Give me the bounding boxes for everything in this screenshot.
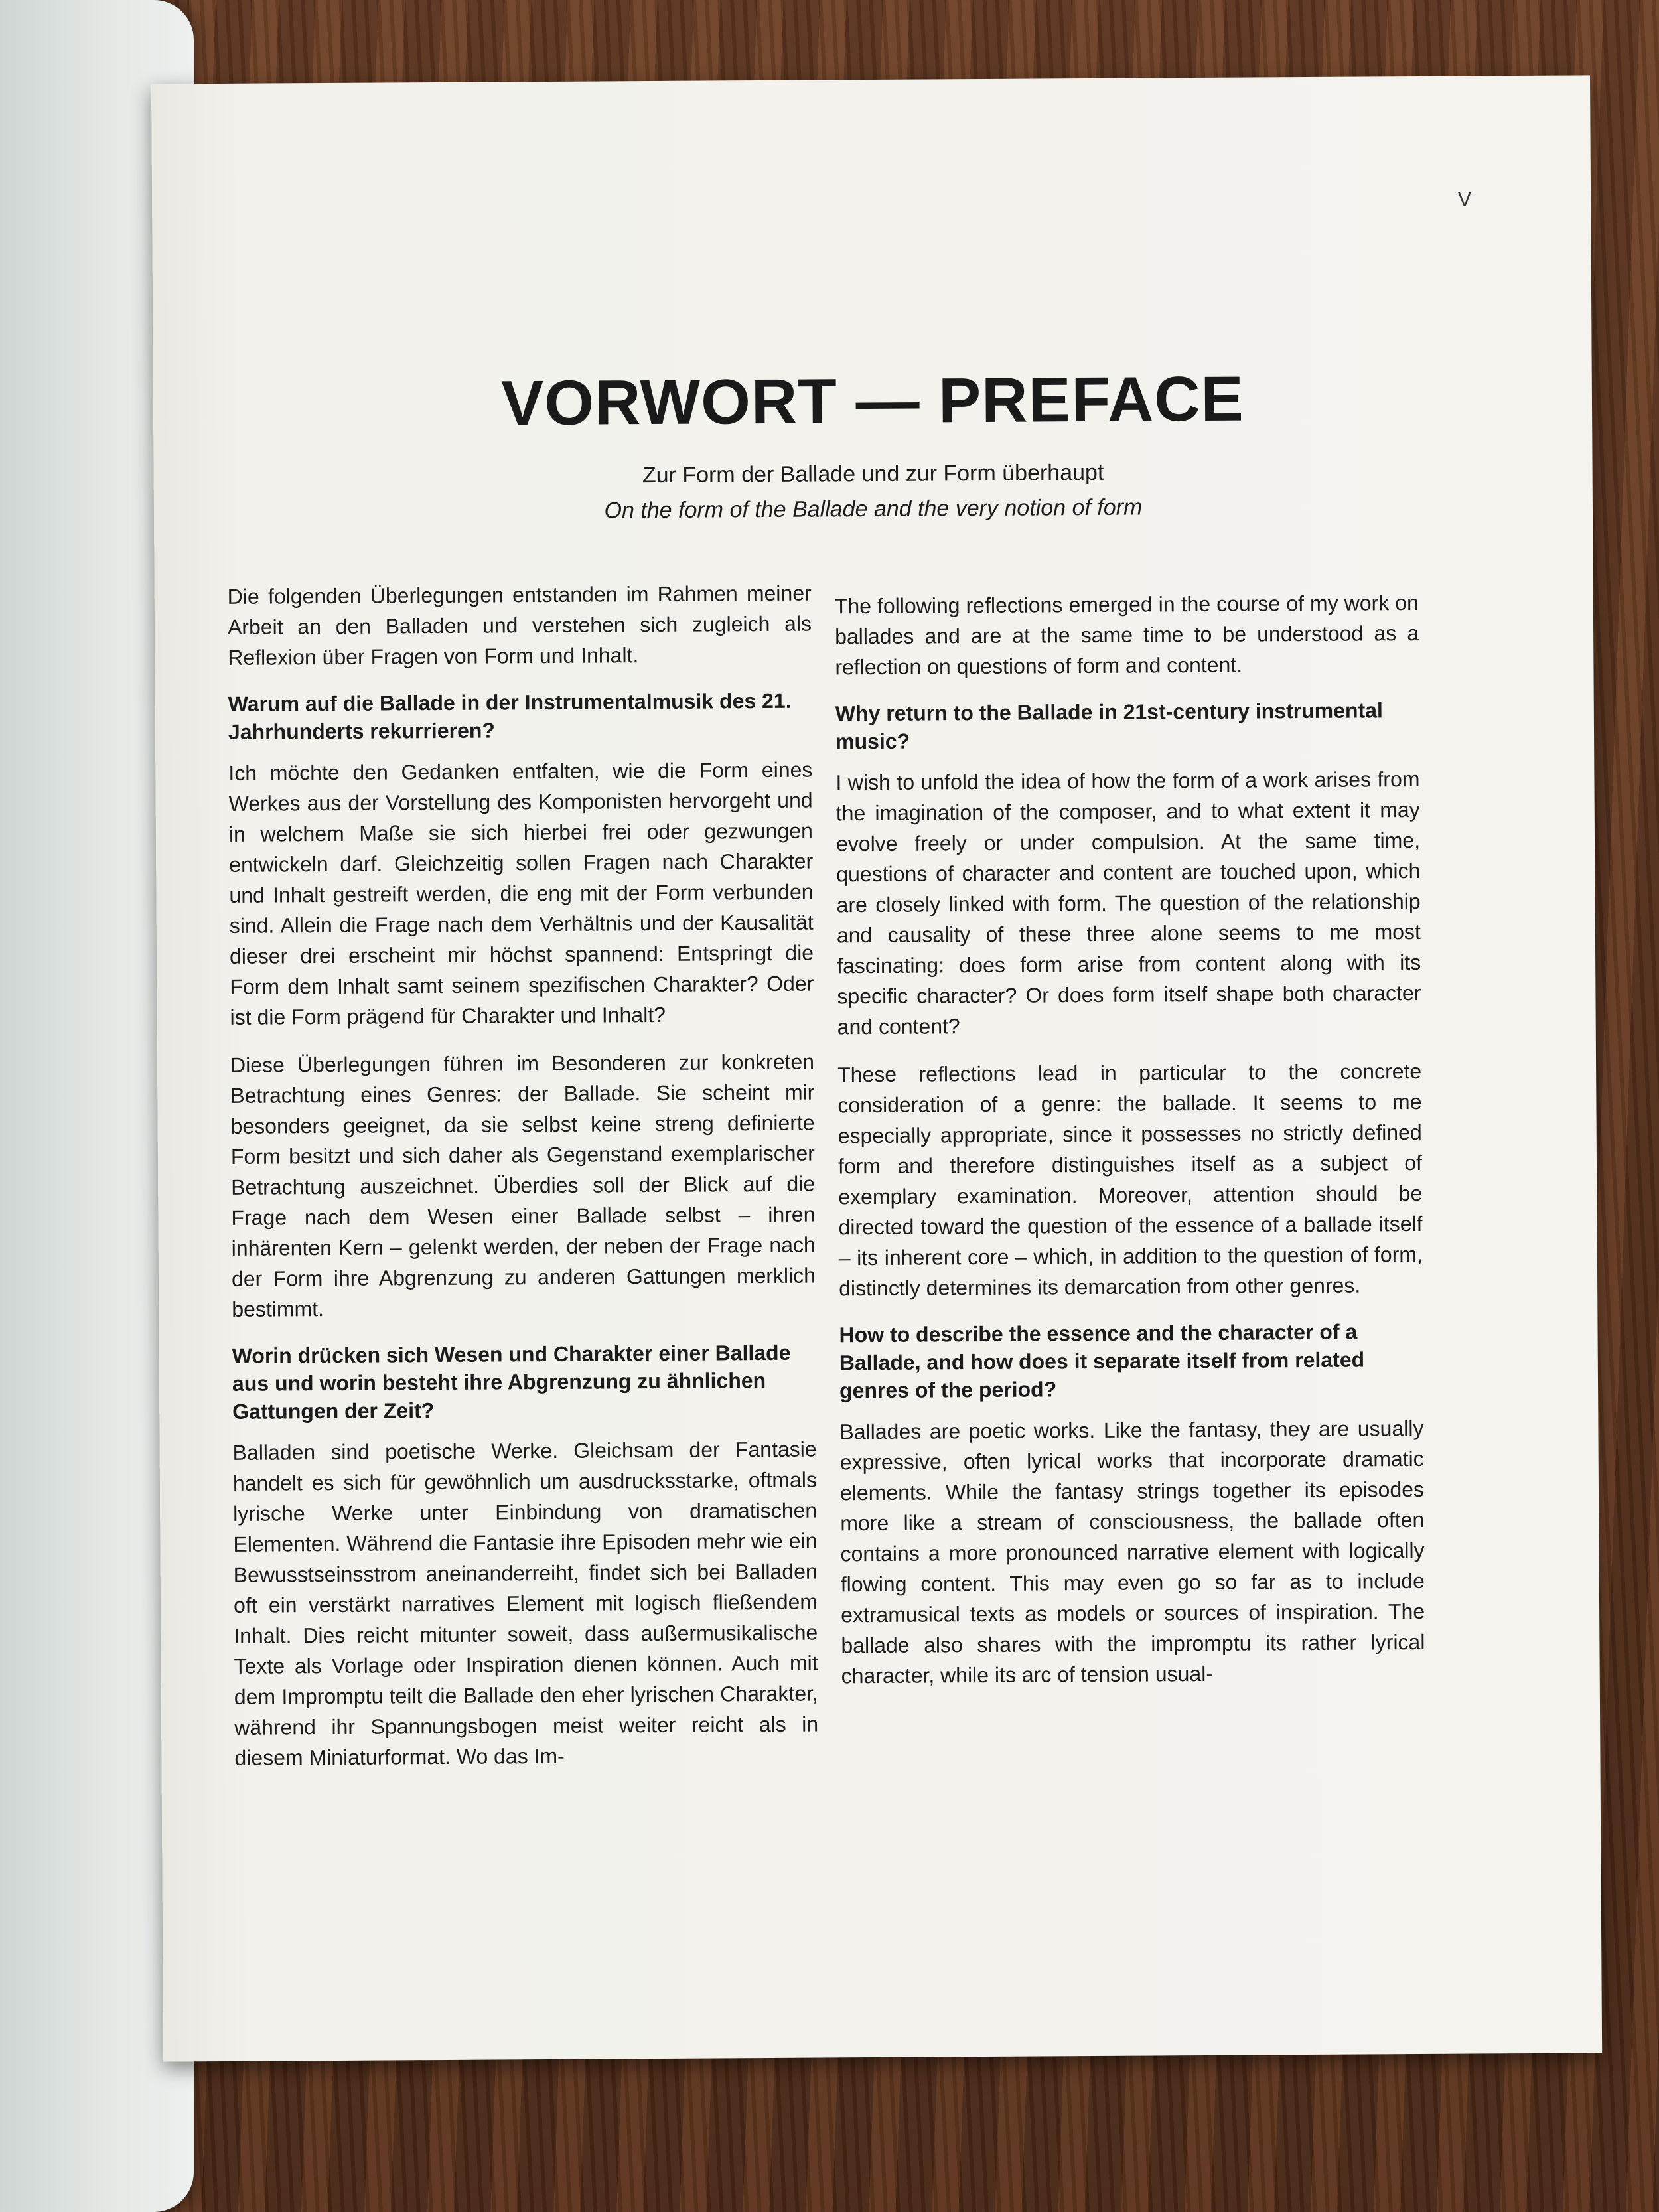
page-number: V: [1458, 188, 1472, 211]
german-heading-2: Worin drücken sich Wesen und Charakter einer Ballade aus und worin besteht ihre Abgrenzung zu ähnlichen Gattungen der Zeit?: [232, 1340, 791, 1424]
german-paragraph-1: Ich möchte den Gedanken entfalten, wie die Form eines Werkes aus der Vorstellung des Komponisten hervorgeht und in welchem Maße sie sich hierbei frei oder gezwungen entwickeln darf. Gleichzeitig sollen Fragen nach Charakter und Inhalt gestreift werden, die eng mit der Form verbunden sind. Allein die Frage nach dem Verhältnis und der Kausalität dieser drei erscheint mir höchst spannend: Entspringt die Form dem Inhalt samt seinem spezifischen Charakter? Oder ist die Form prägend für Charakter und Inhalt?: [228, 757, 814, 1029]
german-intro-paragraph: Die folgenden Überlegungen entstanden im Rahmen meiner Arbeit an den Balladen und verstehen sich zugleich als Reflexion über Fragen von Form und Inhalt.: [227, 581, 812, 670]
book-page: [151, 75, 1602, 2061]
english-heading-1: Why return to the Ballade in 21st-century instrumental music?: [835, 698, 1383, 754]
english-heading-2: How to describe the essence and the character of a Ballade, and how does it separate itself from related genres of the period?: [839, 1319, 1365, 1403]
german-paragraph-2: Diese Überlegungen führen im Besonderen zur konkreten Betrachtung eines Genres: der Ballade. Sie scheint mir besonders geeignet, da sie selbst keine streng definierte Form besitzt und sich daher als Gegenstand exemplarischer Betrachtung auszeichnet. Überdies soll der Blick auf die Frage nach dem Wesen einer Ballade selbst – ihren inhärenten Kern – gelenkt werden, der neben der Frage nach der Form ihre Abgrenzung zu anderen Gattungen merklich bestimmt.: [230, 1049, 816, 1321]
german-paragraph-3: Balladen sind poetische Werke. Gleichsam der Fantasie handelt es sich für gewöhnlich um ausdrucksstarke, oftmals lyrische Werke unter Einbindung von dramatischen Elementen. Während die Fantasie ihre Episoden mehr wie ein Bewusstseinsstrom aneinanderreiht, findet sich bei Balladen oft ein verstärkt narratives Element mit logisch fließendem Inhalt. Dies reicht mitunter soweit, dass außermusikalische Texte als Vorlage oder Inspiration dienen können. Auch mit dem Impromptu teilt die Ballade den eher lyrischen Charakter, während ihr Spannungsbogen meist weiter reicht als in diesem Miniaturformat. Wo das Im-: [232, 1437, 819, 1770]
english-paragraph-3: Ballades are poetic works. Like the fantasy, they are usually expressive, often lyrical works that incorporate dramatic elements. While the fantasy strings together its episodes more like a stream of consciousness, the ballade often contains a more pronounced narrative element with logically flowing content. This may even go so far as to include extramusical texts as models or sources of inspiration. The ballade also shares with the impromptu its rather lyrical character, while its arc of tension usual-: [839, 1416, 1425, 1688]
english-paragraph-1: I wish to unfold the idea of how the form of a work arises from the imagination of the composer, and to what extent it may evolve freely or under compulsion. At the same time, questions of character and content are touched upon, which are closely linked with form. The question of the relationship and causality of these three alone seems to me most fascinating: does form arise from content along with its specific character? Or does form itself shape both character and content?: [835, 767, 1421, 1039]
german-column: [228, 578, 819, 1791]
english-column: [835, 587, 1425, 1708]
subtitle-english: On the form of the Ballade and the very notion of form: [604, 494, 1143, 524]
german-heading-1: Warum auf die Ballade in der Instrumentalmusik des 21. Jahrhunderts rekurrieren?: [228, 688, 792, 744]
english-intro-paragraph: The following reflections emerged in the course of my work on ballades and are at the same time to be understood as a reflection on questions of form and content.: [834, 590, 1419, 680]
english-paragraph-2: These reflections lead in particular to the concrete consideration of a genre: the ballade. It seems to me especially appropriate, since it possesses no strictly defined form and therefore distinguishes itself as a subject of exemplary examination. Moreover, attention should be directed toward the question of the essence of a ballade itself – its inherent core – which, in addition to the question of form, distinctly determines its demarcation from other genres.: [837, 1059, 1423, 1301]
subtitle-german: Zur Form der Ballade und zur Form überhaupt: [642, 459, 1104, 488]
page-title: VORWORT — PREFACE: [500, 363, 1244, 439]
